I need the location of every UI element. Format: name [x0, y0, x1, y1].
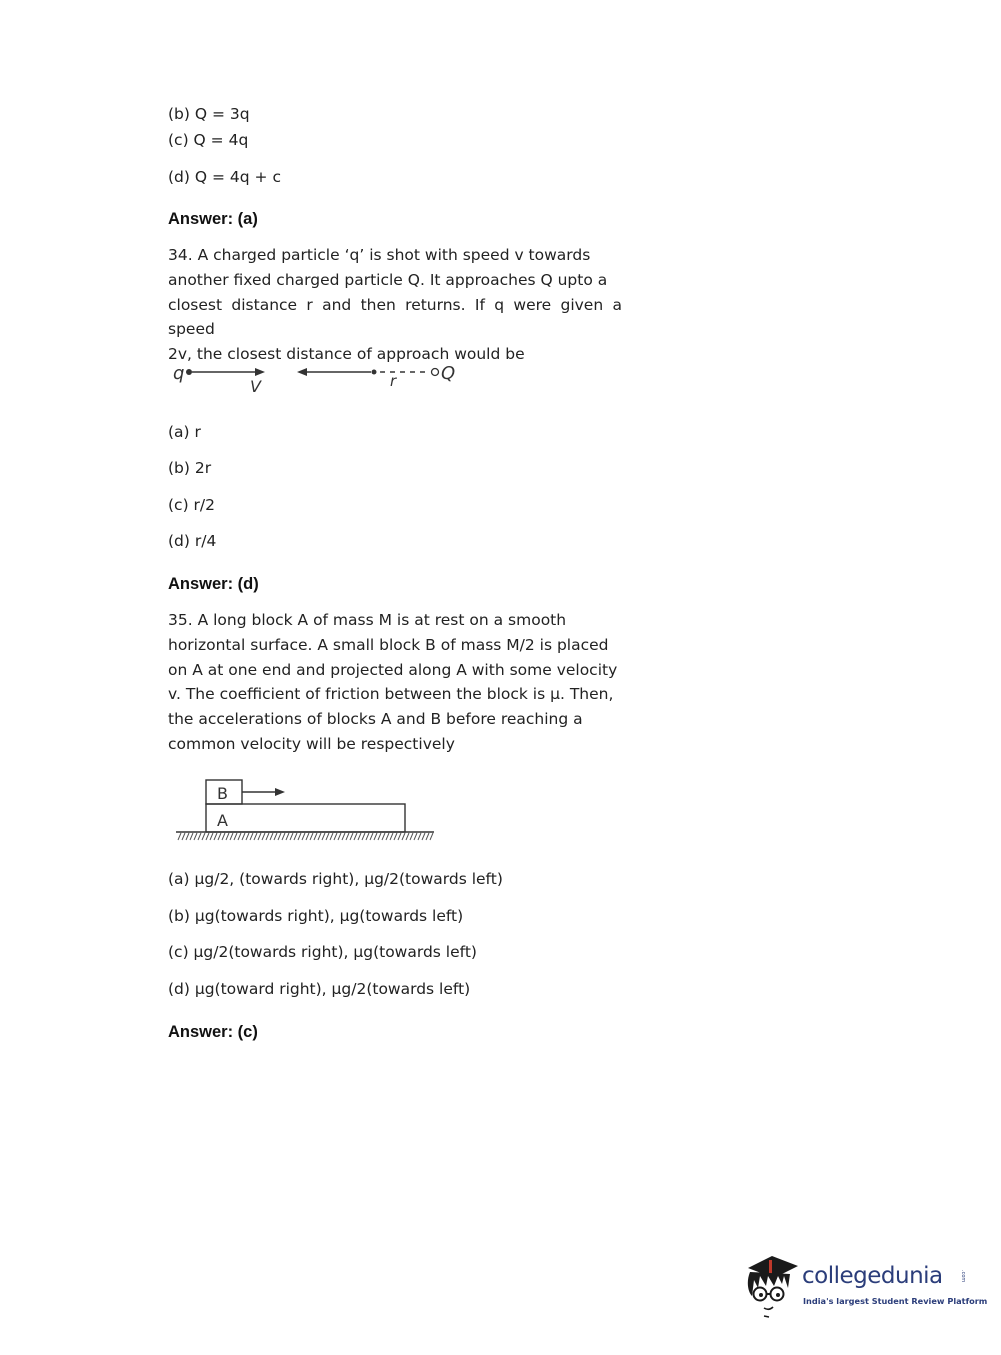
hatch-mark [346, 833, 349, 840]
hatch-mark [306, 833, 309, 840]
hatch-mark [426, 833, 429, 840]
q35-line-3: on A at one end and projected along A with some velocity [168, 660, 618, 679]
brand-name: collegedunia [802, 1263, 943, 1289]
hatch-mark [262, 833, 265, 840]
hatch-mark [206, 833, 209, 840]
hatch-mark [362, 833, 365, 840]
hatch-mark [366, 833, 369, 840]
hatch-mark [390, 833, 393, 840]
q34-line-1: 34. A charged particle ‘q’ is shot with speed v towards [168, 246, 591, 264]
hatch-mark [242, 833, 245, 840]
brand-suffix: .com [960, 1270, 966, 1283]
q34-r-label: r [390, 372, 397, 390]
mascot-chin-mark [764, 1316, 769, 1317]
q34-closest-point [372, 370, 377, 375]
brand-tagline: India's largest Student Review Platform [803, 1296, 988, 1306]
q35-line-4: v. The coefficient of friction between the block is μ. Then, [168, 685, 614, 704]
q33-option-b: (b) Q = 3q [168, 105, 250, 123]
hatch-mark [350, 833, 353, 840]
q34-v-label: V [250, 377, 261, 396]
hatch-mark [402, 833, 405, 840]
q35-line-1: 35. A long block A of mass M is at rest on a smooth [168, 611, 567, 629]
q35-block-A [206, 804, 405, 832]
q33-option-d: (d) Q = 4q + c [168, 168, 281, 186]
hatch-mark [234, 833, 237, 840]
q35-b-label: B [217, 784, 228, 803]
q35-line-5: the accelerations of blocks A and B before reaching a [168, 710, 583, 729]
hatch-mark [282, 833, 285, 840]
q34-option-a: (a) r [168, 423, 201, 441]
hatch-mark [238, 833, 241, 840]
q33-option-c: (c) Q = 4q [168, 131, 249, 149]
hatch-mark [270, 833, 273, 840]
q35-line-2: horizontal surface. A small block B of mass M/2 is placed [168, 635, 609, 654]
hatch-mark [266, 833, 269, 840]
q35-option-a: (a) μg/2, (towards right), μg/2(towards left) [168, 870, 503, 888]
q35-figure [172, 774, 438, 846]
q34-velocity-arrowhead [255, 368, 265, 376]
hatch-mark [250, 833, 253, 840]
hatch-mark [326, 833, 329, 840]
hatch-mark [194, 833, 197, 840]
q35-velocity-arrowhead [275, 788, 285, 796]
hatch-mark [186, 833, 189, 840]
hatch-mark [338, 833, 341, 840]
hatch-mark [310, 833, 313, 840]
hatch-mark [214, 833, 217, 840]
q34-figure [168, 356, 478, 402]
hatch-mark [202, 833, 205, 840]
q34-line-4: 2v, the closest distance of approach would be [168, 345, 525, 364]
hatch-mark [230, 833, 233, 840]
hatch-mark [322, 833, 325, 840]
q34-question [168, 243, 622, 367]
hatch-mark [286, 833, 289, 840]
hatch-mark [342, 833, 345, 840]
hatch-mark [334, 833, 337, 840]
q35-option-b: (b) μg(towards right), μg(towards left) [168, 907, 464, 925]
hatch-mark [210, 833, 213, 840]
q35-question [168, 608, 622, 757]
hatch-mark [254, 833, 257, 840]
hatch-mark [382, 833, 385, 840]
hatch-mark [414, 833, 417, 840]
hatch-mark [410, 833, 413, 840]
q35-answer: Answer: (c) [168, 1023, 258, 1041]
hatch-mark [258, 833, 261, 840]
mascot-icon [742, 1248, 802, 1320]
q35-ground-hatching [178, 833, 433, 840]
hatch-mark [182, 833, 185, 840]
q35-a-label: A [217, 811, 228, 830]
hatch-mark [430, 833, 433, 840]
q34-line-2: another fixed charged particle Q. It approaches Q upto a [168, 270, 608, 289]
q34-q-label: q [173, 363, 185, 384]
hatch-mark [290, 833, 293, 840]
mascot-left-pupil [759, 1293, 763, 1297]
hatch-mark [222, 833, 225, 840]
hatch-mark [386, 833, 389, 840]
hatch-mark [358, 833, 361, 840]
q34-answer: Answer: (d) [168, 575, 259, 593]
hatch-mark [374, 833, 377, 840]
q34-particle-q [186, 369, 192, 375]
hatch-mark [190, 833, 193, 840]
q35-option-d: (d) μg(toward right), μg/2(towards left) [168, 980, 471, 998]
mascot-cap-tassel [769, 1260, 772, 1274]
q34-line-3: closest distance r and then returns. If q were given a speed [168, 295, 622, 339]
hatch-mark [226, 833, 229, 840]
hatch-mark [418, 833, 421, 840]
q34-particle-Q [432, 369, 439, 376]
hatch-mark [398, 833, 401, 840]
hatch-mark [370, 833, 373, 840]
mascot-right-pupil [776, 1293, 780, 1297]
hatch-mark [406, 833, 409, 840]
q33-answer: Answer: (a) [168, 210, 258, 228]
q35-line-6: common velocity will be respectively [168, 734, 455, 753]
hatch-mark [274, 833, 277, 840]
q34-option-c: (c) r/2 [168, 496, 215, 514]
hatch-mark [394, 833, 397, 840]
hatch-mark [246, 833, 249, 840]
hatch-mark [378, 833, 381, 840]
q34-Q-label: Q [441, 363, 456, 384]
hatch-mark [422, 833, 425, 840]
collegedunia-logo[interactable] [742, 1248, 988, 1320]
hatch-mark [298, 833, 301, 840]
hatch-mark [354, 833, 357, 840]
hatch-mark [318, 833, 321, 840]
q34-option-b: (b) 2r [168, 459, 212, 477]
hatch-mark [302, 833, 305, 840]
mascot-mouth [764, 1307, 773, 1309]
q35-option-c: (c) μg/2(towards right), μg(towards left) [168, 943, 477, 961]
hatch-mark [314, 833, 317, 840]
hatch-mark [294, 833, 297, 840]
hatch-mark [198, 833, 201, 840]
hatch-mark [178, 833, 181, 840]
hatch-mark [330, 833, 333, 840]
hatch-mark [218, 833, 221, 840]
hatch-mark [278, 833, 281, 840]
q34-option-d: (d) r/4 [168, 532, 217, 550]
